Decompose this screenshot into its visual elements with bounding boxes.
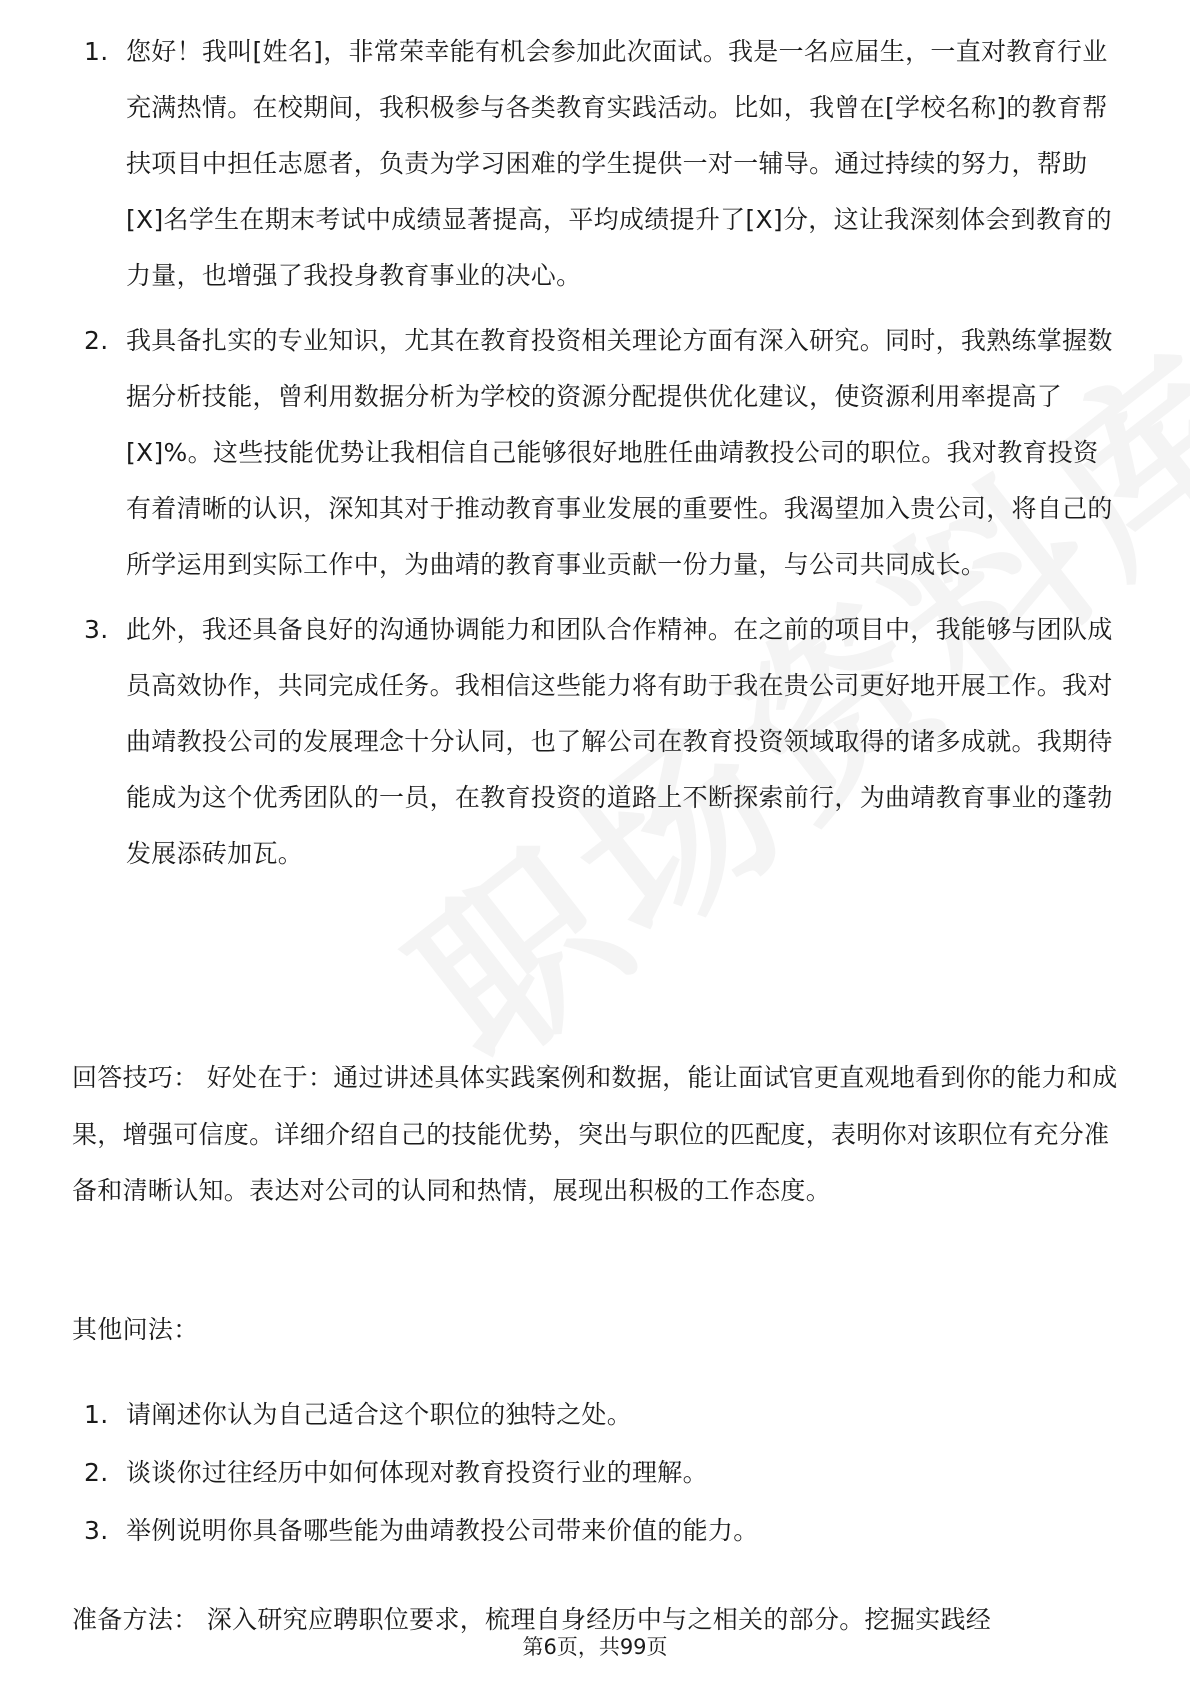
list-number: 1. [84, 37, 109, 66]
list-item-text: 谈谈你过往经历中如何体现对教育投资行业的理解。 [126, 1458, 708, 1487]
answer-list [0, 24, 1190, 882]
list-item-text: 此外，我还具备良好的沟通协调能力和团队合作精神。在之前的项目中，我能够与团队成员高效协作，共同完成任务。我相信这些能力将有助于我在贵公司更好地开展工作。我对曲靖教投公司的发展理念十分认同，也了解公司在教育投资领域取得的诸多成就。我期待能成为这个优秀团队的一员，在教育投资的道路上不断探索前行，为曲靖教育事业的蓬勃发展添砖加瓦。 [126, 615, 1113, 868]
list-item-text: 举例说明你具备哪些能为曲靖教投公司带来价值的能力。 [126, 1516, 759, 1545]
list-number: 3. [84, 615, 109, 644]
preparation-paragraph: 准备方法： 深入研究应聘职位要求，梳理自身经历中与之相关的部分。挖掘实践经 [72, 1605, 992, 1634]
other-questions-list [0, 1387, 1190, 1559]
list-item [0, 1387, 1190, 1443]
list-item [0, 24, 1190, 304]
list-item [0, 1503, 1190, 1559]
other-questions-title: 其他问法： [72, 1315, 199, 1344]
list-item [0, 313, 1190, 593]
list-item-text: 我具备扎实的专业知识，尤其在教育投资相关理论方面有深入研究。同时，我熟练掌握数据分析技能，曾利用数据分析为学校的资源分配提供优化建议，使资源利用率提高了[X]%。这些技能优势让我相信自己能够很好地胜任曲靖教投公司的职位。我对教育投资有着清晰的认识，深知其对于推动教育事业发展的重要性。我渴望加入贵公司，将自己的所学运用到实际工作中，为曲靖的教育事业贡献一份力量，与公司共同成长。 [126, 326, 1113, 579]
list-item [0, 1445, 1190, 1501]
list-number: 2. [84, 1458, 109, 1487]
list-item-text: 您好！我叫[姓名]，非常荣幸能有机会参加此次面试。我是一名应届生，一直对教育行业充满热情。在校期间，我积极参与各类教育实践活动。比如，我曾在[学校名称]的教育帮扶项目中担任志愿者，负责为学习困难的学生提供一对一辅导。通过持续的努力，帮助[X]名学生在期末考试中成绩显著提高，平均成绩提升了[X]分，这让我深刻体会到教育的力量，也增强了我投身教育事业的决心。 [126, 37, 1112, 290]
list-number: 2. [84, 326, 109, 355]
list-number: 1. [84, 1400, 109, 1429]
list-item [0, 602, 1190, 882]
page-top-edge [0, 0, 1190, 34]
answer-tips-paragraph: 回答技巧： 好处在于：通过讲述具体实践案例和数据，能让面试官更直观地看到你的能力和成果，增强可信度。详细介绍自己的技能优势，突出与职位的匹配度，表明你对该职位有充分准备和清晰认知。表达对公司的认同和热情，展现出积极的工作态度。 [72, 1063, 1118, 1205]
list-item-text: 请阐述你认为自己适合这个职位的独特之处。 [126, 1400, 633, 1429]
list-number: 3. [84, 1516, 109, 1545]
page-number-footer: 第6页，共99页 [522, 1635, 668, 1659]
